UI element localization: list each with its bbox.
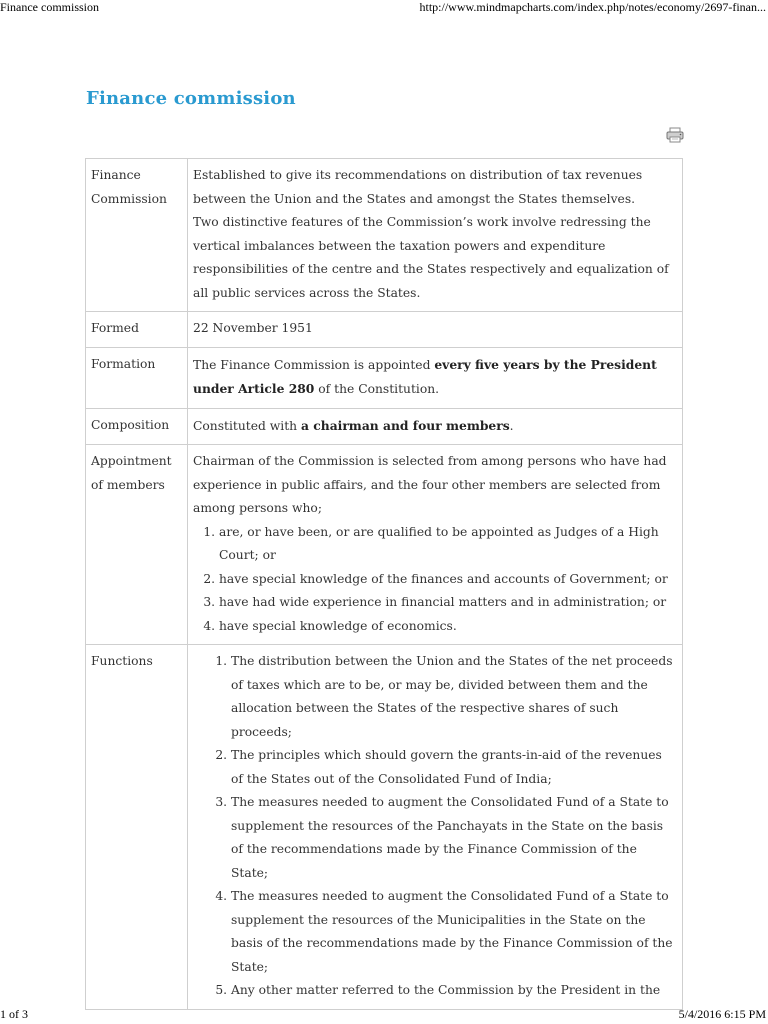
info-table bbox=[85, 158, 683, 1010]
list-item: 4. The measures needed to augment the Consolidated Fund of a State to supplement the resources of the Municipalities in the State on the basis of the recommendations made by the Finance Commission of the State; bbox=[231, 885, 677, 979]
row-value bbox=[188, 408, 683, 445]
text: of the Constitution. bbox=[314, 382, 440, 396]
row-label: Formed bbox=[86, 312, 188, 348]
features-paragraph: Two distinctive features of the Commission’s work involve redressing the vertical imbalances between the taxation powers and expenditure responsibilities of the centre and the States respectively and equalization of all public services across the States. bbox=[193, 215, 669, 300]
page-title: Finance commission bbox=[86, 88, 296, 109]
list-item: 3. have had wide experience in financial matters and in administration; or bbox=[219, 591, 677, 615]
table-row bbox=[86, 445, 683, 645]
row-value bbox=[188, 159, 683, 312]
table-row bbox=[86, 312, 683, 348]
print-header-url: http://www.mindmapcharts.com/index.php/notes/economy/2697-finan... bbox=[419, 0, 766, 14]
row-label: Formation bbox=[86, 347, 188, 408]
text: The Finance Commission is appointed bbox=[193, 357, 435, 372]
table-row bbox=[86, 347, 683, 408]
table-row bbox=[86, 159, 683, 312]
print-footer-datetime: 5/4/2016 6:15 PM bbox=[678, 1007, 766, 1021]
row-value bbox=[188, 445, 683, 645]
row-value: 22 November 1951 bbox=[188, 312, 683, 348]
functions-list bbox=[193, 650, 677, 1003]
emphasis-text: a chairman and four members bbox=[301, 417, 510, 433]
row-value bbox=[188, 347, 683, 408]
list-item: 1. The distribution between the Union and the States of the net proceeds of taxes which are to be, or may be, divided between them and the allocation between the States of the respective shares of such proceeds; bbox=[231, 650, 677, 744]
emphasis-text: every five years by the President under Article 280 bbox=[193, 356, 657, 396]
row-label: Composition bbox=[86, 408, 188, 445]
text: Constituted with bbox=[193, 418, 302, 433]
list-item: 4. have special knowledge of economics. bbox=[219, 615, 677, 639]
list-item: 2. have special knowledge of the finances and accounts of Government; or bbox=[219, 568, 677, 592]
list-item: 3. The measures needed to augment the Consolidated Fund of a State to supplement the resources of the Panchayats in the State on the basis of the recommendations made by the Finance Commission of the State; bbox=[231, 791, 677, 885]
intro-paragraph: Chairman of the Commission is selected from among persons who have had experience in public affairs, and the four other members are selected from among persons who; bbox=[193, 454, 667, 515]
row-label: Functions bbox=[86, 645, 188, 1010]
row-value bbox=[188, 645, 683, 1010]
list-item: 1. are, or have been, or are qualified to be appointed as Judges of a High Court; or bbox=[219, 521, 677, 568]
printer-icon[interactable] bbox=[666, 127, 684, 143]
row-label: Appointment of members bbox=[86, 445, 188, 645]
table-row bbox=[86, 408, 683, 445]
qualification-list bbox=[193, 521, 677, 639]
text: . bbox=[509, 418, 514, 433]
row-label: Finance Commission bbox=[86, 159, 188, 312]
table-row bbox=[86, 645, 683, 1010]
print-header-title: Finance commission bbox=[0, 0, 99, 14]
description-paragraph: Established to give its recommendations on distribution of tax revenues between the Union and the States and amongst the States themselves. bbox=[193, 168, 643, 206]
list-item: 2. The principles which should govern the grants-in-aid of the revenues of the States out of the Consolidated Fund of India; bbox=[231, 744, 677, 791]
print-footer-page: 1 of 3 bbox=[0, 1007, 28, 1021]
list-item: 5. Any other matter referred to the Commission by the President in the bbox=[231, 979, 677, 1003]
